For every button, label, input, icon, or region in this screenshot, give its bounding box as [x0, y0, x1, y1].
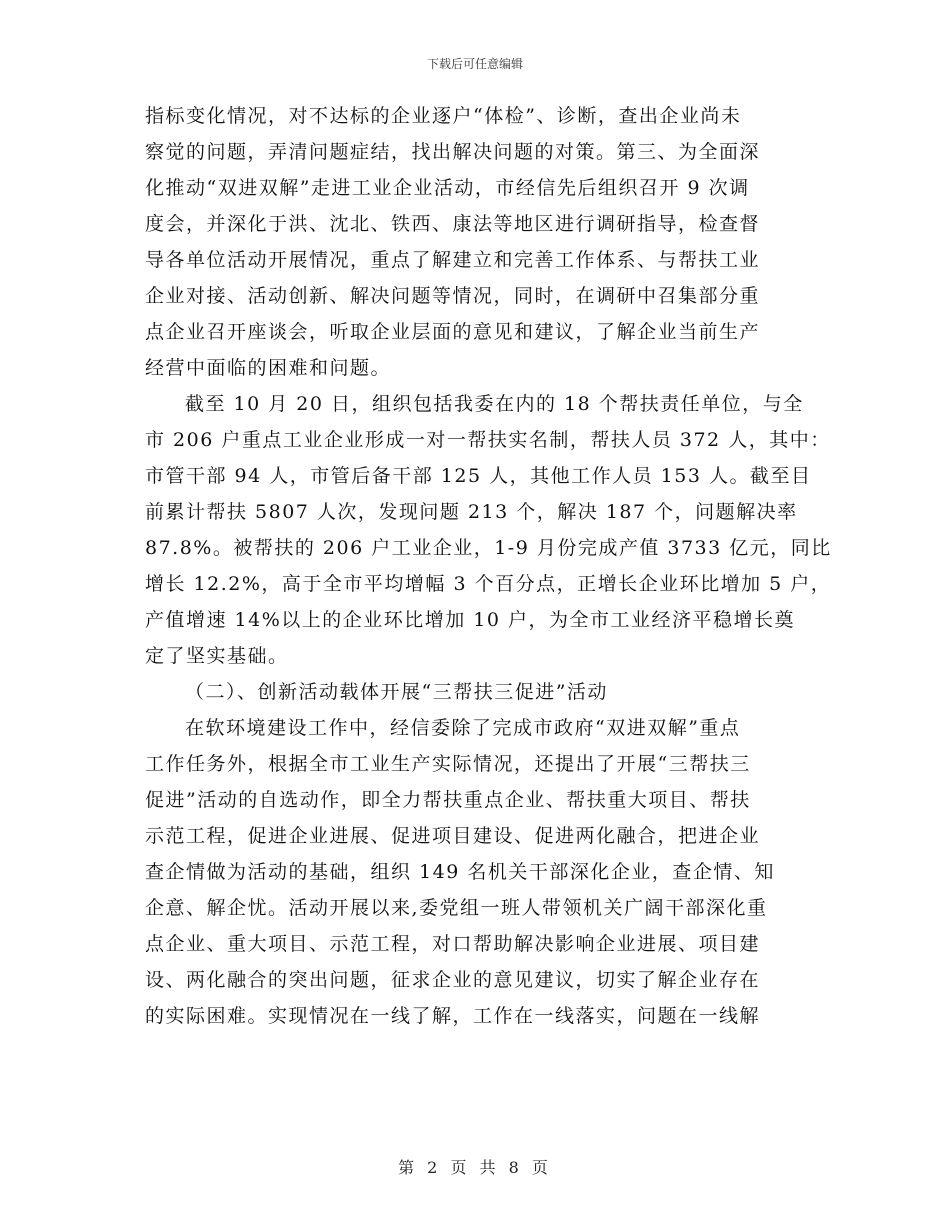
text-line: 定了坚实基础。 — [145, 645, 289, 667]
text-line: 设、两化融合的突出问题，征求企业的意见建议，切实了解企业存在 — [145, 969, 761, 991]
text-line: 示范工程，促进企业进展、促进项目建设、促进两化融合，把进企业 — [145, 825, 761, 847]
text-line: 指标变化情况，对不达标的企业逐户“体检”、诊断，查出企业尚未 — [145, 105, 742, 127]
text-line: 导各单位活动开展情况，重点了解建立和完善工作体系、与帮扶工业 — [145, 249, 761, 271]
text-line: 企意、解企忧。活动开展以来,委党组一班人带领机关广阔干部深化重 — [145, 897, 768, 919]
text-line: 87.8%。被帮扶的 206 户工业企业，1-9 月份完成产值 3733 亿元，同比 — [145, 537, 832, 559]
page-header: 下载后可任意编辑 — [426, 57, 523, 71]
text-line: 前累计帮扶 5807 人次，发现问题 213 个，解决 187 个，问题解决率 — [145, 501, 798, 523]
text-line: 点企业召开座谈会，听取企业层面的意见和建议，了解企业当前生产 — [145, 321, 761, 343]
text-line: 增长 12.2%，高于全市平均增幅 3 个百分点，正增长企业环比增加 5 户， — [145, 573, 832, 595]
text-line: 市管干部 94 人，市管后备干部 125 人，其他工作人员 153 人。截至目 — [145, 465, 812, 487]
text-line: 截至 10 月 20 日，组织包括我委在内的 18 个帮扶责任单位，与全 — [185, 393, 804, 415]
text-line: 点企业、重大项目、示范工程，对口帮助解决影响企业进展、项目建 — [145, 933, 761, 955]
text-line: 察觉的问题，弄清问题症结，找出解决问题的对策。第三、为全面深 — [145, 141, 761, 163]
text-line: 经营中面临的困难和问题。 — [145, 357, 392, 379]
text-line: 产值增速 14%以上的企业环比增加 10 户，为全市工业经济平稳增长奠 — [145, 609, 796, 631]
text-line: 化推动“双进双解”走进工业企业活动，市经信先后组织召开 9 次调 — [145, 177, 750, 199]
section-heading — [145, 674, 815, 710]
heading-line: （二）、创新活动载体开展“三帮扶三促进”活动 — [185, 681, 608, 703]
text-line: 市 206 户重点工业企业形成一对一帮扶实名制，帮扶人员 372 人，其中： — [145, 429, 831, 451]
paragraph — [145, 386, 832, 674]
text-line: 的实际困难。实现情况在一线了解，工作在一线落实，问题在一线解 — [145, 1005, 761, 1027]
text-line: 工作任务外，根据全市工业生产实际情况，还提出了开展“三帮扶三 — [145, 753, 751, 775]
text-line: 企业对接、活动创新、解决问题等情况，同时，在调研中召集部分重 — [145, 285, 761, 307]
text-line: 促进”活动的自选动作，即全力帮扶重点企业、帮扶重大项目、帮扶 — [145, 789, 751, 811]
paragraph — [145, 710, 815, 1034]
document-body — [145, 98, 832, 1034]
text-line: 在软环境建设工作中，经信委除了完成市政府“双进双解”重点 — [185, 717, 741, 739]
text-line: 度会，并深化于洪、沈北、铁西、康法等地区进行调研指导，检查督 — [145, 213, 761, 235]
page-number: 第 2 页 共 8 页 — [398, 1158, 552, 1177]
paragraph — [145, 98, 815, 386]
text-line: 查企情做为活动的基础，组织 149 名机关干部深化企业，查企情、知 — [145, 861, 775, 883]
